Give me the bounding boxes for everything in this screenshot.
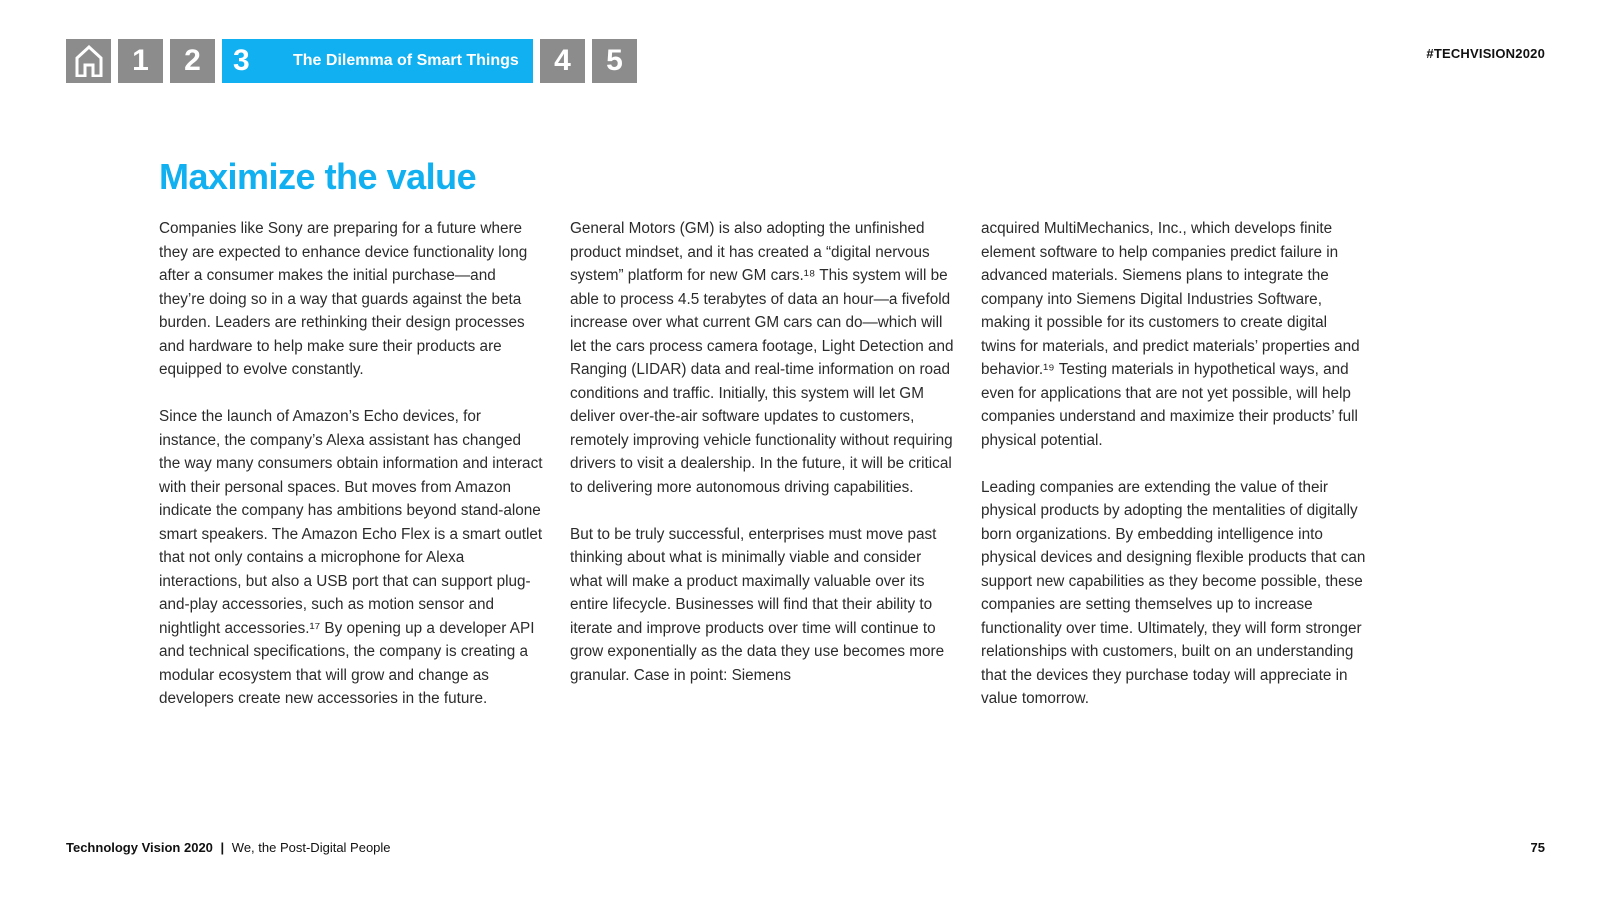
- section-tab-1[interactable]: 1: [118, 39, 163, 83]
- footer-separator: |: [220, 840, 225, 855]
- paragraph: Companies like Sony are preparing for a future where they are expected to enhance device functionality long after a consumer makes the initial purchase—and they’re doing so in a way that guards against the beta burden. Leaders are rethinking their design processes and hardware to help make sure their products are equipped to evolve constantly.: [159, 220, 528, 378]
- text-column-2: [570, 217, 955, 711]
- section-nav: [66, 39, 637, 83]
- paragraph: acquired MultiMechanics, Inc., which develops finite element software to help companies predict failure in advanced materials. Siemens plans to integrate the company into Siemens Digital Industries Software, making it possible for its customers to create digital twins for materials, and predict materials’ properties and behavior.¹⁹ Testing materials in hypothetical ways, and even for applications that are not yet possible, will help companies understand and maximize their products’ full physical potential.: [981, 220, 1360, 449]
- text-column-3: [981, 217, 1366, 734]
- section-tab-3-title: The Dilemma of Smart Things: [293, 52, 519, 69]
- footer-subtitle: We, the Post-Digital People: [231, 840, 391, 855]
- paragraph: Leading companies are extending the value of their physical products by adopting the mentalities of digitally born organizations. By embedding intelligence into physical devices and designing flexible products that can support new capabilities as they become possible, these companies are setting themselves up to increase functionality over time. Ultimately, they will form stronger relationships with customers, built on an understanding that the devices they purchase today will appreciate in value tomorrow.: [981, 478, 1366, 707]
- home-icon: [74, 45, 104, 77]
- text-column-1: [159, 217, 544, 734]
- home-tab[interactable]: [66, 39, 111, 83]
- section-tab-5[interactable]: 5: [592, 39, 637, 83]
- section-tab-3-active[interactable]: [222, 39, 533, 83]
- footer-report-title: Technology Vision 2020: [66, 840, 213, 855]
- section-tab-3-number: 3: [233, 44, 250, 77]
- hashtag: #TECHVISION2020: [1426, 46, 1545, 61]
- footer: [66, 840, 391, 855]
- page-title: Maximize the value: [159, 156, 477, 197]
- paragraph: General Motors (GM) is also adopting the unfinished product mindset, and it has created a “digital nervous system” platform for new GM cars.¹⁸ This system will be able to process 4.5 terabytes of data an hour—a fivefold increase over what current GM cars can do—which will let the cars process camera footage, Light Detection and Ranging (LIDAR) data and real-time information on road conditions and traffic. Initially, this system will let GM deliver over-the-air software updates to customers, remotely improving vehicle functionality without requiring drivers to visit a dealership. In the future, it will be critical to delivering more autonomous driving capabilities.: [570, 220, 954, 496]
- paragraph: But to be truly successful, enterprises must move past thinking about what is minimally viable and consider what will make a product maximally valuable over its entire lifecycle. Businesses will find that their ability to iterate and improve products over time will continue to grow exponentially as the data they use becomes more granular. Case in point: Siemens: [570, 525, 945, 684]
- page-number: 75: [1530, 840, 1545, 855]
- section-tab-4[interactable]: 4: [540, 39, 585, 83]
- paragraph: Since the launch of Amazon’s Echo devices, for instance, the company’s Alexa assistant has changed the way many consumers obtain information and interact with their personal spaces. But moves from Amazon indicate the company has ambitions beyond stand-alone smart speakers. The Amazon Echo Flex is a smart outlet that not only contains a microphone for Alexa interactions, but also a USB port that can support plug-and-play accessories, such as motion sensor and nightlight accessories.¹⁷ By opening up a developer API and technical specifications, the company is creating a modular ecosystem that will grow and change as developers create new accessories in the future.: [159, 408, 543, 707]
- section-tab-2[interactable]: 2: [170, 39, 215, 83]
